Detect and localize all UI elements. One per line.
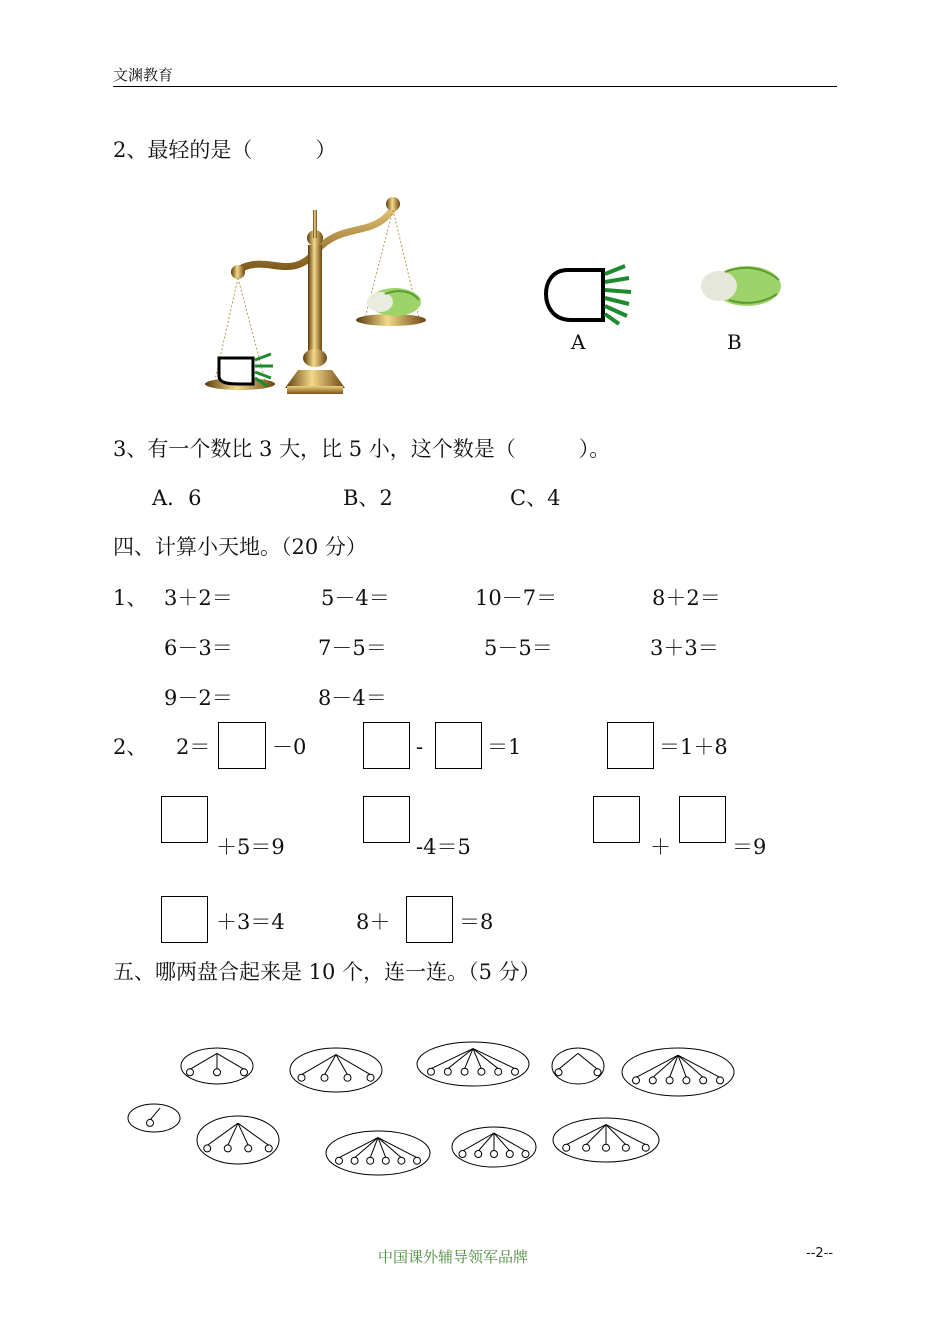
part-2-number: 2、 bbox=[113, 735, 148, 759]
equation-text: －0 bbox=[272, 735, 307, 759]
option-b-label: B bbox=[727, 330, 742, 354]
equation-text: ＋ bbox=[650, 835, 671, 859]
answer-box[interactable] bbox=[593, 796, 640, 843]
balance-scale-illustration bbox=[195, 190, 445, 405]
question-3-text: 3、有一个数比 3 大，比 5 小，这个数是（ ）。 bbox=[113, 437, 611, 461]
q3-option-c: C、4 bbox=[510, 486, 561, 510]
plate[interactable] bbox=[553, 1118, 659, 1162]
q3-option-b: B、2 bbox=[343, 486, 393, 510]
equation: 3＋3＝ bbox=[650, 636, 719, 660]
plate[interactable] bbox=[452, 1127, 536, 1167]
equation-text: ＝1 bbox=[487, 735, 522, 759]
equation: 7－5＝ bbox=[318, 636, 387, 660]
plate[interactable] bbox=[417, 1042, 529, 1086]
part-1-number: 1、 bbox=[113, 586, 148, 610]
plate[interactable] bbox=[197, 1116, 279, 1164]
equation: 6－3＝ bbox=[164, 636, 233, 660]
plate[interactable] bbox=[326, 1131, 430, 1175]
equation-text: 2＝ bbox=[176, 735, 211, 759]
equation: 8－4＝ bbox=[318, 686, 387, 710]
q3-option-a: A．6 bbox=[152, 486, 202, 510]
plate[interactable] bbox=[181, 1048, 253, 1084]
equation-text: 8＋ bbox=[356, 910, 391, 934]
plates-illustration bbox=[0, 1020, 950, 1190]
answer-box[interactable] bbox=[161, 796, 208, 843]
equation-text: ＋3＝4 bbox=[216, 910, 285, 934]
section-5-title: 五、哪两盘合起来是 10 个，连一连。（5 分） bbox=[113, 960, 541, 984]
option-a-label: A bbox=[571, 330, 586, 354]
header-divider bbox=[113, 86, 837, 87]
equation-text: ＝8 bbox=[459, 910, 494, 934]
answer-box[interactable] bbox=[218, 722, 266, 769]
equation-text: ＋5＝9 bbox=[216, 835, 285, 859]
answer-box[interactable] bbox=[435, 722, 482, 769]
plate[interactable] bbox=[622, 1048, 734, 1096]
plate[interactable] bbox=[552, 1048, 604, 1084]
answer-box[interactable] bbox=[679, 796, 726, 843]
plate[interactable] bbox=[290, 1048, 382, 1092]
plate[interactable] bbox=[128, 1104, 180, 1132]
equation: 5－5＝ bbox=[484, 636, 553, 660]
equation: 10－7＝ bbox=[475, 586, 558, 610]
equation-text: -4＝5 bbox=[416, 835, 471, 859]
equation: 8＋2＝ bbox=[652, 586, 721, 610]
question-2-text: 2、最轻的是（ ） bbox=[113, 138, 337, 162]
footer-brand: 中国课外辅导领军品牌 bbox=[378, 1248, 529, 1266]
radish-icon bbox=[543, 262, 638, 327]
page-number: --2-- bbox=[806, 1246, 834, 1261]
answer-box[interactable] bbox=[406, 896, 453, 943]
answer-box[interactable] bbox=[161, 896, 208, 943]
equation: 3＋2＝ bbox=[164, 586, 233, 610]
equation-text: ＝1＋8 bbox=[659, 735, 728, 759]
answer-box[interactable] bbox=[363, 722, 410, 769]
section-4-title: 四、计算小天地。（20 分） bbox=[113, 535, 367, 559]
header-title: 文渊教育 bbox=[113, 66, 174, 84]
answer-box[interactable] bbox=[607, 722, 654, 769]
equation-text: ＝9 bbox=[732, 835, 767, 859]
equation: 9－2＝ bbox=[164, 686, 233, 710]
answer-box[interactable] bbox=[363, 796, 410, 843]
cabbage-icon bbox=[695, 262, 785, 312]
equation: 5－4＝ bbox=[321, 586, 390, 610]
equation-text: - bbox=[416, 735, 424, 759]
